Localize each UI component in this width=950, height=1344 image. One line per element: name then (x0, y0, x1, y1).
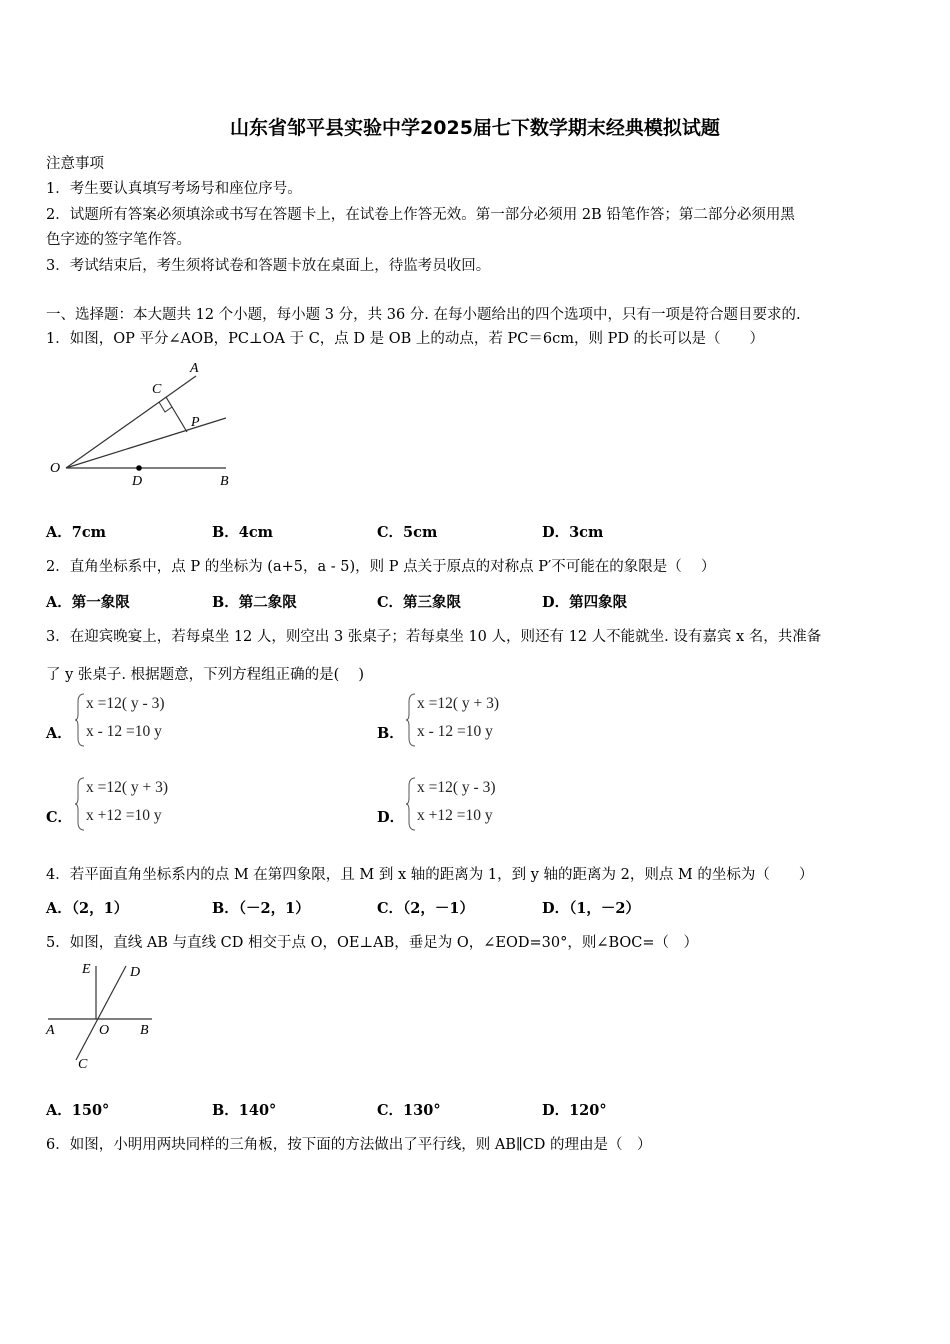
label-a: A (190, 361, 199, 376)
q3-option-d-eq1: x =12( y - 3) (417, 779, 496, 796)
q3-option-d-letter[interactable]: D． (377, 809, 405, 826)
q3-option-b-eq2: x - 12 =10 y (417, 723, 493, 740)
q5-option-c[interactable]: C．130° (377, 1102, 441, 1119)
q3-option-b-letter[interactable]: B． (377, 725, 404, 742)
question-1-text: 1．如图，OP 平分∠AOB，PC⊥OA 于 C，点 D 是 OB 上的动点，若 PC＝6cm，则 PD 的长可以是（ ） (46, 331, 765, 347)
label-d: D (132, 474, 143, 489)
label-b: B (220, 474, 229, 489)
label-a: A (46, 1023, 55, 1038)
point-d (136, 465, 142, 471)
q3-option-b-eq1: x =12( y + 3) (417, 695, 500, 712)
q1-option-a[interactable]: A．7cm (46, 524, 107, 541)
q3-option-c-eq2: x +12 =10 y (86, 807, 162, 824)
label-c: C (152, 382, 162, 397)
notice-item-1: 1．考生要认真填写考场号和座位序号。 (46, 181, 302, 197)
q3-option-d-brace (405, 776, 417, 832)
q3-option-a-letter[interactable]: A． (46, 725, 72, 742)
question-5-figure (44, 956, 164, 1074)
notice-item-3: 3．考试结束后，考生须将试卷和答题卡放在桌面上，待监考员收回。 (46, 258, 491, 274)
q4-option-b[interactable]: B．（－2，1） (212, 900, 310, 917)
ray-oa (66, 376, 196, 468)
label-o: O (99, 1023, 110, 1038)
label-c: C (78, 1057, 88, 1072)
segment-pc (166, 397, 187, 432)
q1-option-d[interactable]: D．3cm (542, 524, 604, 541)
section-heading: 一、选择题：本大题共 12 个小题，每小题 3 分，共 36 分. 在每小题给出的四个选项中，只有一项是符合题目要求的. (46, 307, 801, 323)
q4-option-c[interactable]: C．（2，－1） (377, 900, 474, 917)
label-e: E (82, 962, 91, 977)
q2-option-a[interactable]: A．第一象限 (46, 594, 130, 611)
question-6-text: 6．如图，小明用两块同样的三角板，按下面的方法做出了平行线，则 AB∥CD 的理由是（ ） (46, 1137, 652, 1153)
q3-option-c-letter[interactable]: C． (46, 809, 73, 826)
q3-option-a-brace (74, 692, 86, 748)
notice-heading: 注意事项 (46, 156, 104, 172)
q4-option-d[interactable]: D．（1，－2） (542, 900, 641, 917)
q1-option-b[interactable]: B．4cm (212, 524, 274, 541)
q1-option-c[interactable]: C．5cm (377, 524, 438, 541)
line-cd (76, 966, 126, 1060)
label-p: P (191, 415, 200, 430)
q4-option-a[interactable]: A．（2，1） (46, 900, 129, 917)
label-o: O (50, 461, 61, 476)
q2-option-d[interactable]: D．第四象限 (542, 594, 628, 611)
q2-option-b[interactable]: B．第二象限 (212, 594, 297, 611)
label-d: D (130, 965, 141, 980)
q3-option-c-brace (74, 776, 86, 832)
question-2-text: 2．直角坐标系中，点 P 的坐标为 (a+5，a - 5)，则 P 点关于原点的对称点 P′不可能在的象限是（ ） (46, 559, 716, 575)
question-4-text: 4．若平面直角坐标系内的点 M 在第四象限，且 M 到 x 轴的距离为 1，到 y 轴的距离为 2，则点 M 的坐标为（ ） (46, 867, 814, 883)
page-title: 山东省邹平县实验中学2025届七下数学期末经典模拟试题 (230, 117, 720, 139)
q3-option-c-eq1: x =12( y + 3) (86, 779, 169, 796)
q5-option-b[interactable]: B．140° (212, 1102, 277, 1119)
q3-option-d-eq2: x +12 =10 y (417, 807, 493, 824)
question-5-text: 5．如图，直线 AB 与直线 CD 相交于点 O，OE⊥AB，垂足为 O，∠EOD=30°，则∠BOC=（ ） (46, 935, 699, 951)
question-3-text-line1: 3．在迎宾晚宴上，若每桌坐 12 人，则空出 3 张桌子；若每桌坐 10 人，则还有 12 人不能就坐. 设有嘉宾 x 名，共准备 (46, 629, 822, 645)
question-1-figure (44, 355, 244, 495)
q3-option-a-eq2: x - 12 =10 y (86, 723, 162, 740)
q2-option-c[interactable]: C．第三象限 (377, 594, 462, 611)
question-3-text-line2: 了 y 张桌子. 根据题意，下列方程组正确的是( ) (46, 667, 365, 683)
q3-option-b-brace (405, 692, 417, 748)
q5-option-d[interactable]: D．120° (542, 1102, 607, 1119)
notice-item-2-cont: 色字迹的签字笔作答。 (46, 232, 191, 248)
q5-option-a[interactable]: A．150° (46, 1102, 110, 1119)
label-b: B (140, 1023, 149, 1038)
q3-option-a-eq1: x =12( y - 3) (86, 695, 165, 712)
notice-item-2: 2．试题所有答案必须填涂或书写在答题卡上，在试卷上作答无效。第一部分必须用 2B 铅笔作答；第二部分必须用黑 (46, 207, 795, 223)
ray-op (66, 418, 226, 468)
